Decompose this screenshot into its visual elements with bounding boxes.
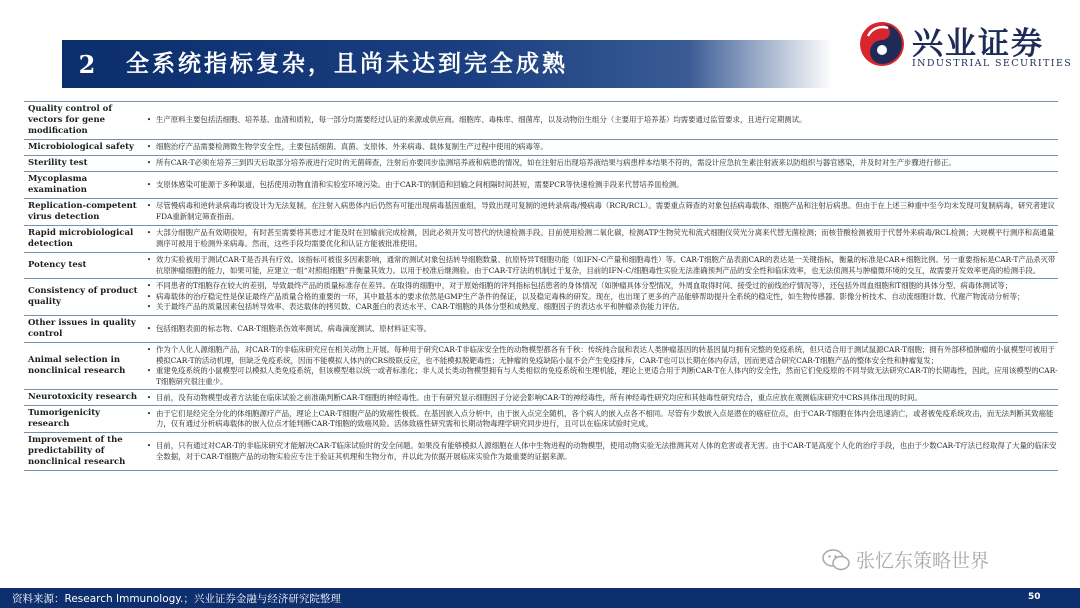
bullet-dot-icon: •: [146, 229, 152, 238]
row-label: Mycoplasma examination: [28, 174, 88, 195]
row-label: Rapid microbiological detection: [28, 228, 134, 249]
row-content: [142, 113, 1058, 128]
row-content: [142, 156, 1058, 171]
row-label: Microbiological safety: [28, 142, 134, 152]
bullet-text: 效力实验被用于测试CAR-T是否具有疗效。该指标可被很多因素影响，通常的测试对象包括转导细胞数量、抗原特异T细胞功能（如IFN-C产量和细胞毒性）等。CAR-T细胞产品表面CAR的表达是一关键指标，衡量的标准是CAR+细胞比例。另一重要指标是CAR-T产品杀灭带抗原肿瘤细胞的能力，如果可能，应建立一组“对照组细胞”并衡量其效力。以用于校准后继测验。由于CAR-T疗法的机制过于复杂，目前的IFN-C/细胞毒性实验无法准确预判产品的安全性和临床效率，也无法侦测其与肿瘤微环境的交互，故需要开发效率更高的检测手段。: [156, 255, 1056, 275]
bullet-text: 由于它们是经完全分化的体细胞源疗产品，理论上CAR-T细胞产品的致癌性极低。在基因嵌入点分析中，由于嵌入点完全随机，各个病人的嵌入点各不相同。尽管有少数嵌入点是潜在的癌症位点，由于CAR-T细胞在体内会迅速消亡，或者被免疫系统攻击，而无法判断其致癌能力，仅有通过分析病毒载体的嵌入位点才能判断CAR-T细胞的致癌风险。活体致癌性研究需和长期动物毒理学研究同步进行，且可以在临床试验时完成。: [156, 408, 1054, 429]
bullet-dot-icon: •: [146, 442, 152, 451]
bullet-item: [142, 255, 1058, 276]
source-note: 资料来源：Research Immunology.；兴业证券金融与经济研究院整理: [12, 593, 341, 605]
bullet-text: 目前，只有通过对CAR-T的非临床研究才能解决CAR-T临床试验时的安全问题。如果没有能够模拟人源细胞在人体中生物进程的动物模型，使用动物实验无法推测其对人体的危害或者无害。由于CAR-T是高度个人化的治疗手段，也由于少数CAR-T疗法已经取得了大量的临床安全数据，对于CAR-T细胞产品的动物实验应专注于验证其机理和生物分布，并以此为依据开展临床实验作为最重要的证据来源。: [156, 441, 1057, 461]
watermark-text: 张忆东策略世界: [856, 550, 990, 572]
bullet-dot-icon: •: [146, 180, 152, 189]
table-row: [24, 406, 1058, 433]
bullet-item: [142, 292, 1058, 303]
row-label: Other issues in quality control: [28, 317, 136, 339]
bullet-item: [142, 441, 1058, 462]
bullet-dot-icon: •: [146, 345, 152, 354]
table-row: [24, 199, 1058, 226]
row-content: [142, 343, 1058, 389]
bullet-dot-icon: •: [146, 393, 152, 402]
bullet-text: 细胞治疗产品需要检测微生物学安全性，主要包括细菌、真菌、支原体、外来病毒、载体复制生产过程中使用的病毒等。: [156, 142, 548, 152]
bullet-text: 不同患者的T细胞存在较大的差别，导致最终产品的质量标准存在差异。在取得的细胞中，对于原始细胞的评判指标包括患者的身体情况（如肿瘤具体分型情况，外周血取得时间、接受过的前线治疗情况等），还包括外周血细胞和T细胞的具体分型、病毒体测试等；: [156, 281, 1013, 291]
table-row: [24, 172, 1058, 199]
row-content: [142, 279, 1058, 315]
row-content: [142, 253, 1058, 278]
row-label: Consistency of product quality: [28, 286, 138, 308]
row-content: [142, 322, 1058, 337]
bullet-item: [142, 281, 1058, 292]
table-row: [24, 101, 1058, 140]
row-label: Animal selection in nonclinical research: [28, 355, 126, 377]
table-row: [24, 343, 1058, 390]
indicator-table: [24, 101, 1058, 471]
bullet-text: 支原体感染可能源于多种渠道，包括使用动物血清和实验室环境污染。由于CAR-T的制造和回输之间相隔时间甚短，需要PCR等快速检测手段来代替培养皿检测。: [156, 179, 684, 189]
bullet-text: 包括细胞表面的标志物、CAR-T细胞杀伤效率测试、病毒滴度测试、原材料证实等。: [156, 323, 432, 333]
bullet-text: 关于最终产品的质量因素包括转导效率、表达载体的拷贝数、CAR蛋白的表达水平、CAR-T细胞的具体分型和成熟度、细胞因子的表达水平和肿瘤杀伤能力评估。: [156, 302, 685, 312]
bullet-item: [142, 324, 1058, 335]
bullet-text: 大部分细胞产品有效期很短，有时甚至需要将其患过才能及时在回输前完成检测，因此必须开发可替代的快速检测手段。目前使用检测二氧化碳，检测ATP生物荧光和流式细胞仪荧光分离来代替无菌检测；而核苷酸检测被用于代替外来病毒/RCL检测；大规模平行测序和高通量测序可被用于检测外来病毒。然而，这些手段均需要优化和认证方能被批准使用。: [156, 228, 1055, 248]
bullet-dot-icon: •: [146, 116, 152, 125]
row-label: Neurotoxicity research: [28, 392, 138, 403]
bullet-item: [142, 201, 1058, 222]
bullet-dot-icon: •: [146, 202, 152, 211]
row-content: [142, 439, 1058, 464]
row-content: [142, 178, 1058, 193]
company-logo: [858, 14, 1073, 74]
row-label: Replication-competent virus detection: [28, 201, 137, 222]
row-content: [142, 140, 1058, 155]
table-row: [24, 390, 1058, 406]
bullet-item: [142, 228, 1058, 249]
table-row: [24, 316, 1058, 343]
bullet-dot-icon: •: [146, 143, 152, 152]
logo-swirl-icon: [858, 20, 906, 68]
footer-bar: [0, 588, 1080, 608]
table-row: [24, 226, 1058, 253]
row-content: [142, 391, 1058, 406]
row-label: Sterility test: [28, 158, 88, 168]
bullet-item: [142, 180, 1058, 191]
bullet-dot-icon: •: [146, 256, 152, 264]
page-title: 全系统指标复杂，且尚未达到完全成熟: [126, 51, 568, 77]
bullet-dot-icon: •: [146, 367, 152, 376]
bullet-text: 所有CAR-T必须在培养三到四天后取部分培养液进行定时的无菌筛查，注射后亦要同步监测培养液和病患的情况，如在注射后出现培养液结果与病患样本结果不符的，需设计应急抗生素注射液来以防组织与器官感染，并及时对生产步骤进行修正。: [156, 158, 956, 168]
bullet-dot-icon: •: [146, 303, 152, 312]
table-row: [24, 140, 1058, 156]
bullet-dot-icon: •: [146, 324, 152, 333]
wechat-icon: [822, 549, 850, 571]
bullet-item: [142, 409, 1058, 430]
bullet-item: [142, 302, 1058, 313]
bullet-item: [142, 142, 1058, 153]
bullet-text: 作为个人化人源细胞产品，对CAR-T的非临床研究应在相关动物上开展。每种用于研究CAR-T非临床安全性的动物模型都各有千秋：传统纯合鼠和表达人类肿瘤基因的转基因鼠均拥有完整的免疫系统，但只适合用于测试鼠源CAR-T细胞；拥有外部移植肿瘤的小鼠模型可被用于模拟CAR-T的活动机理，但缺乏免疫系统，因而不能模拟人体内的CRS级联反应，也不能模拟脱靶毒性；无肿瘤的免疫缺陷小鼠不会产生免疫排斥，CAR-T也可以长期在体内存活，因而更适合研究CAR-T细胞产品的整体安全性和肿瘤复发；: [156, 344, 1055, 365]
logo-name-en: INDUSTRIAL SECURITIES: [912, 58, 1073, 69]
bullet-dot-icon: •: [146, 159, 152, 168]
bullet-item: [142, 393, 1058, 404]
bullet-text: 生产原料主要包括活细胞、培养基、血清和质粒，每一部分均需要经过认证的来源或供应商。细胞库、毒株库、细菌库，以及动物衍生组分（主要用于培养基）均需要通过监管要求，且进行定期测试。: [156, 115, 807, 125]
page-number: 50: [1028, 592, 1041, 602]
table-row: [24, 433, 1058, 471]
bullet-text: 尽管慢病毒和逆转录病毒均被设计为无法复制，在注射入病患体内后仍然有可能出现病毒基因重组，导致出现可复制的逆转录病毒/慢病毒（RCR/RCL）。需要重点筛查的对象包括病毒载体、细胞产品和注射后病患。但由于在上述三种重中至今均未发现可复制病毒，研究者建议FDA重新制定筛查指南。: [156, 201, 1055, 221]
row-label: Improvement of the predictability of nonclinical research: [28, 435, 126, 468]
row-label: Tumorigenicity research: [28, 408, 101, 430]
section-number-badge: 2: [62, 40, 112, 88]
bullet-dot-icon: •: [146, 409, 152, 418]
row-content: [142, 407, 1058, 432]
bullet-text: 目前，没有动物模型或者方法能在临床试验之前准确判断CAR-T细胞的神经毒性。由于有研究显示细胞因子分泌会影响CAR-T的神经毒性，所有神经毒性研究均应和其他毒性研究结合，重点应放在观测临床研究中CRS具体出现的时间。: [156, 392, 922, 402]
bullet-text: 重建免疫系统的小鼠模型可以模拟人类免疫系统，但该模型难以统一或者标准化；非人灵长类动物模型拥有与人类相似的免疫系统和生理机能，理论上更适合用于判断CAR-T在人体内的安全性，然而它们免疫原的不同导致无法研究CAR-T的长期毒性，因此，应用该模型的CAR-T细胞研究很注重少。: [156, 366, 1058, 386]
logo-name-cn: 兴业证券: [912, 26, 1044, 62]
row-label: Potency test: [28, 260, 87, 271]
bullet-item: [142, 115, 1058, 126]
bullet-dot-icon: •: [146, 282, 152, 291]
row-content: [142, 199, 1058, 224]
table-row: [24, 279, 1058, 316]
row-content: [142, 226, 1058, 251]
bullet-item: [142, 158, 1058, 169]
bullet-dot-icon: •: [146, 292, 152, 301]
wechat-watermark: [822, 546, 989, 573]
bullet-item: [142, 366, 1058, 387]
table-row: [24, 156, 1058, 172]
bullet-item: [142, 345, 1058, 366]
table-row: [24, 253, 1058, 279]
bullet-text: 病毒载体的治疗稳定性是保证最终产品质量合格的重要的一环，其中最基本的要求依然是GMP生产条件的保证，以及稳定毒株的研发。现在，也出现了更多的产品能够帮助提升全系统的稳定性，如生物传感器、影像分析技术、自动流细胞计数、代谢产物流动分析等；: [156, 291, 1025, 301]
row-label: Quality control of vectors for gene modification: [28, 104, 112, 136]
